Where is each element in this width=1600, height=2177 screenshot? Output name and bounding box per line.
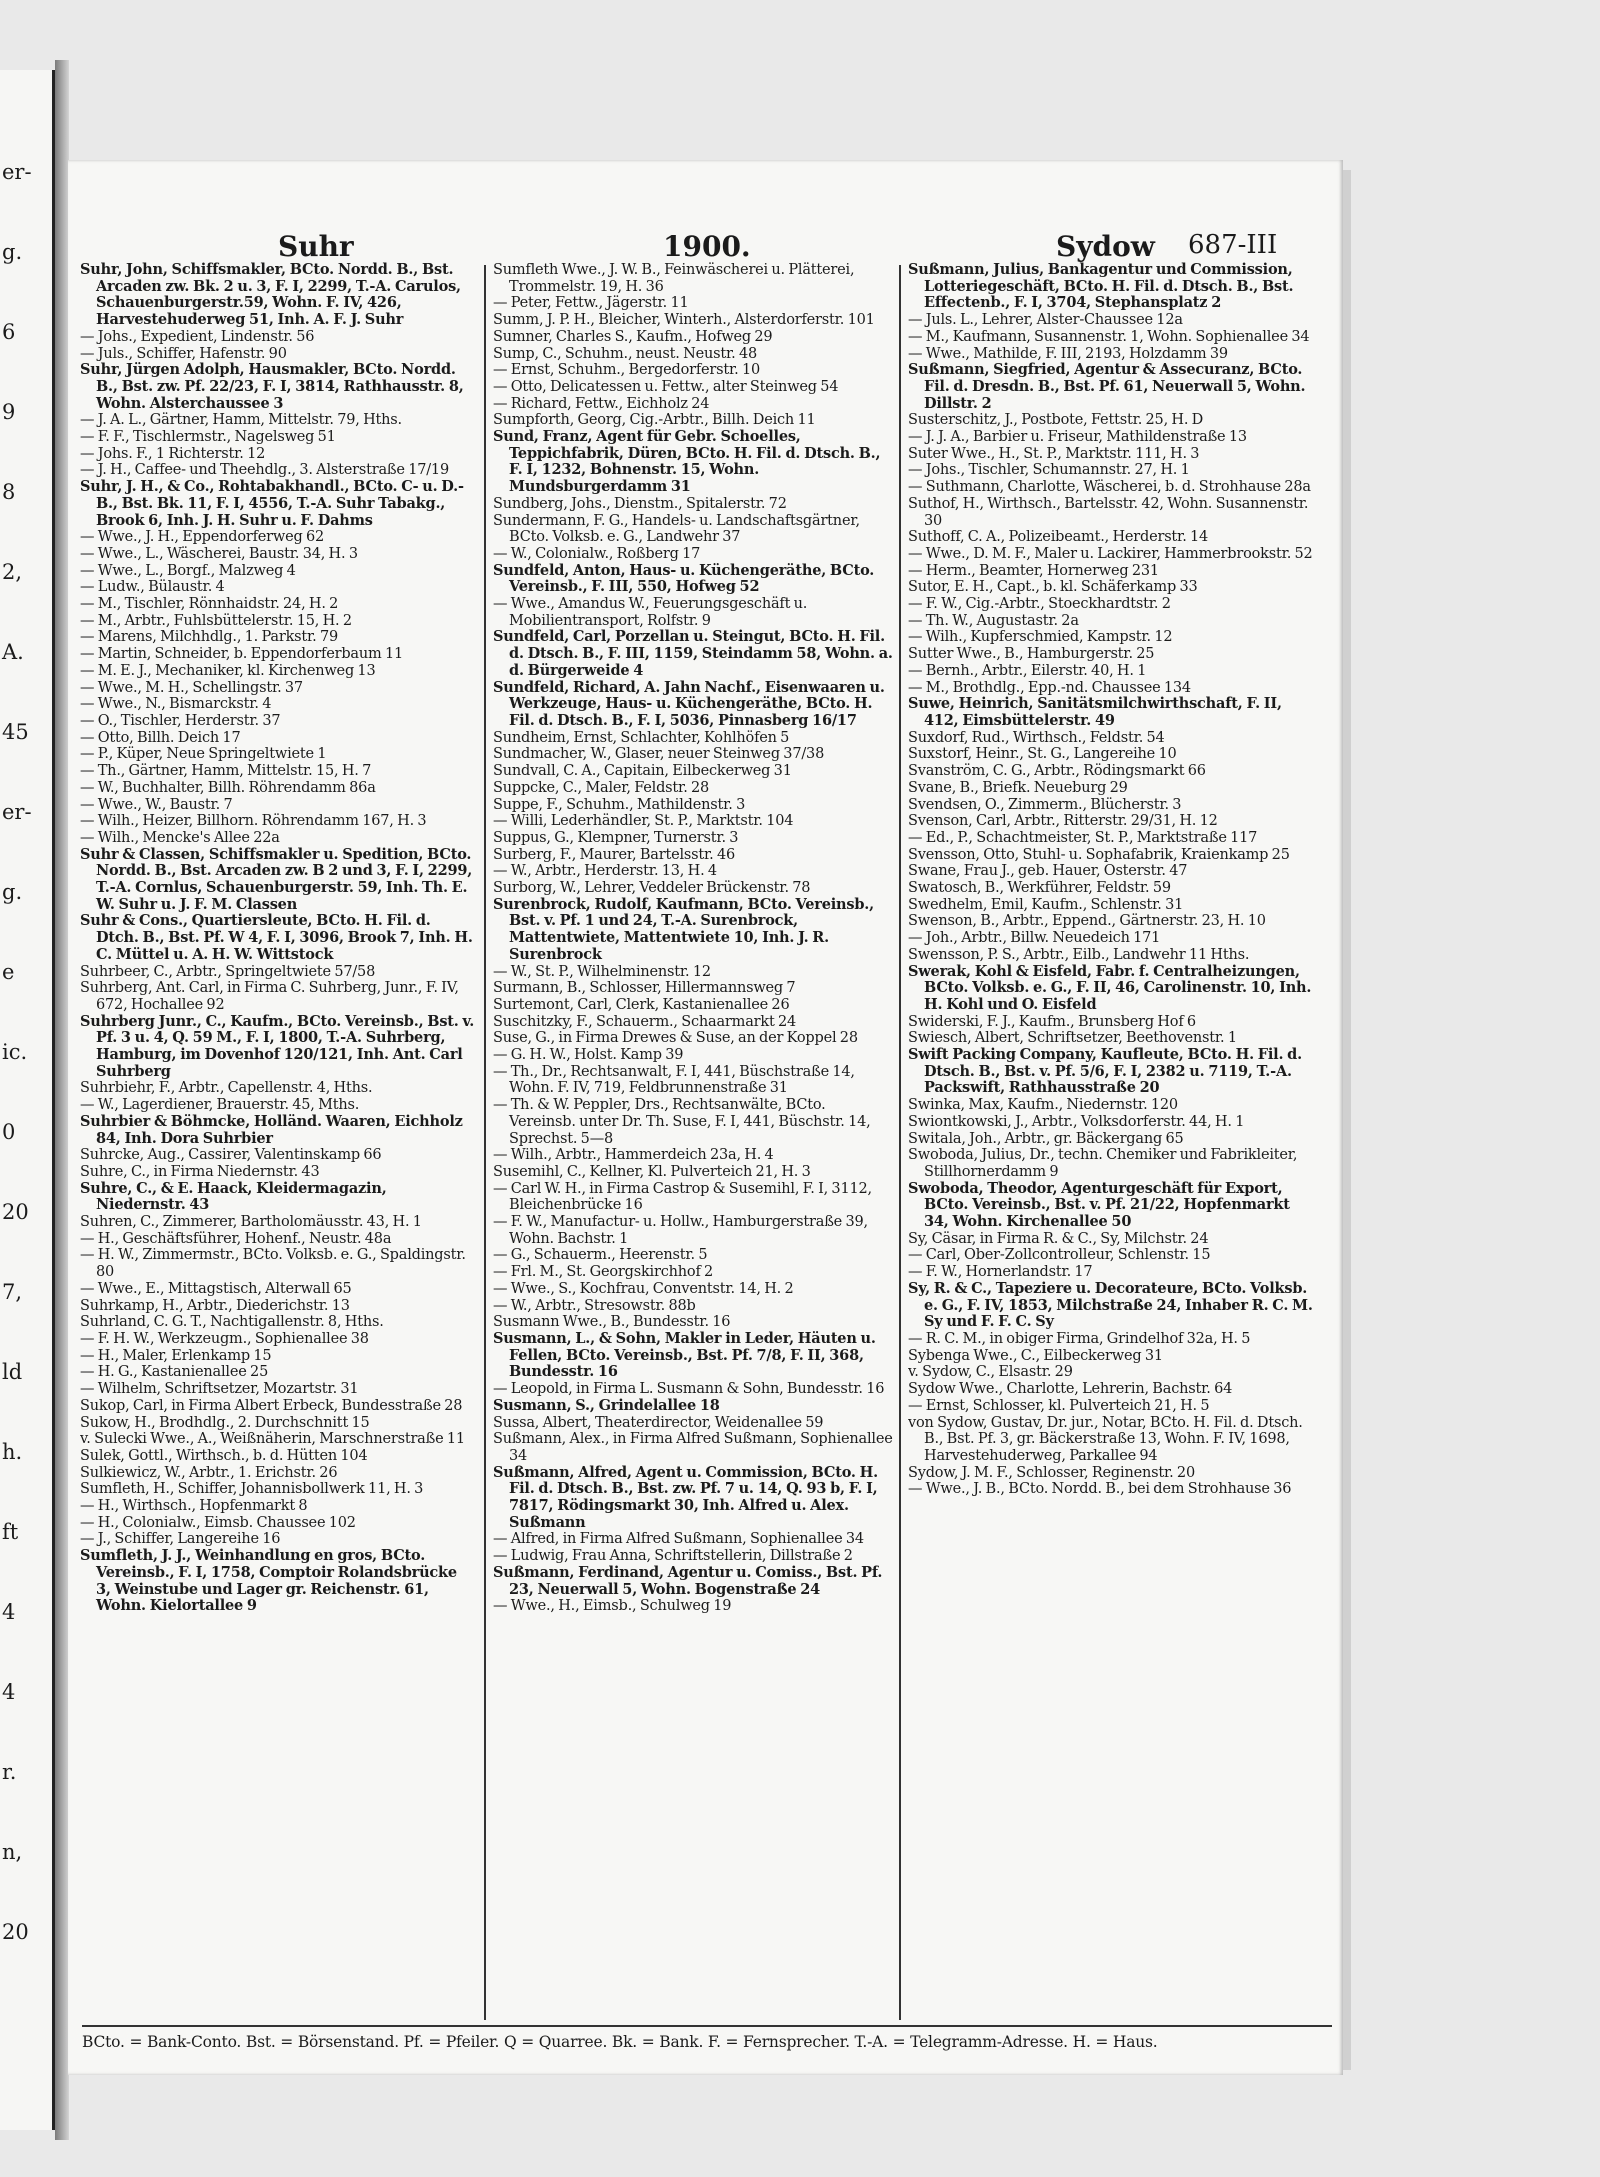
- directory-entry: Sukop, Carl, in Firma Albert Erbeck, Bundesstraße 28: [80, 1397, 463, 1414]
- directory-entry: — R. C. M., in obiger Firma, Grindelhof 32a, H. 5: [908, 1331, 1251, 1347]
- directory-entry: Sundmacher, W., Glaser, neuer Steinweg 37/38: [493, 746, 825, 763]
- directory-entry: — M., Kaufmann, Susannenstr. 1, Wohn. Sophienallee 34: [908, 328, 1310, 345]
- directory-entry: Suhrkamp, H., Arbtr., Diederichstr. 13: [80, 1297, 350, 1314]
- directory-entry: — M., Arbtr., Fuhlsbüttelerstr. 15, H. 2: [80, 612, 352, 629]
- directory-entry: Suhr, Jürgen Adolph, Hausmakler, BCto. Nordd. B., Bst. zw. Pf. 22/23, F. I, 3814, Rathhausstr. 8, Wohn. Alsterchaussee 3: [80, 361, 464, 412]
- previous-page-fragment: g.: [2, 880, 23, 904]
- directory-entry: Suhr, J. H., & Co., Rohtabakhandl., BCto. C- u. D.-B., Bst. Bk. 11, F. I, 4556, T.-A. Suhr Tabakg., Brook 6, Inh. J. H. Suhr u. F. Dahms: [80, 478, 464, 529]
- directory-entry: — Wilh., Arbtr., Hammerdeich 23a, H. 4: [493, 1147, 774, 1164]
- directory-entry: — Martin, Schneider, b. Eppendorferbaum 11: [80, 646, 403, 663]
- previous-page-fragment: r.: [2, 1760, 17, 1784]
- directory-entry: Sutor, E. H., Capt., b. kl. Schäferkamp 33: [908, 579, 1198, 596]
- directory-entry: Swoboda, Theodor, Agenturgeschäft für Export, BCto. Vereinsb., Bst. v. Pf. 21/22, Hopfenmarkt 34, Wohn. Kirchenallee 50: [908, 1179, 1290, 1231]
- directory-entry: Svensson, Otto, Stuhl- u. Sophafabrik, Kraienkamp 25: [908, 846, 1290, 863]
- directory-entry: — H., Wirthsch., Hopfenmarkt 8: [80, 1498, 308, 1515]
- directory-entry: — Johs., Tischler, Schumannstr. 27, H. 1: [908, 462, 1190, 479]
- previous-page-fragment: 6: [2, 320, 16, 344]
- directory-entry: — Carl, Ober-Zollcontrolleur, Schlenstr. 15: [908, 1247, 1211, 1264]
- directory-entry: Swoboda, Julius, Dr., techn. Chemiker und Fabrikleiter, Stillhornerdamm 9: [908, 1147, 1298, 1180]
- directory-entry: — J., Schiffer, Langereihe 16: [80, 1531, 281, 1548]
- directory-entry: — Th., Gärtner, Hamm, Mittelstr. 15, H. 7: [80, 763, 372, 780]
- directory-entry: — F. W., Manufactur- u. Hollw., Hamburgerstraße 39, Wohn. Bachstr. 1: [493, 1214, 868, 1247]
- directory-entry: Sumner, Charles S., Kaufm., Hofweg 29: [493, 328, 773, 345]
- previous-page-fragment: n,: [2, 1840, 23, 1864]
- directory-entry: Sußmann, Siegfried, Agentur & Assecuranz, BCto. Fil. d. Dresdn. B., Bst. Pf. 61, Neuerwall 5, Wohn. Dillstr. 2: [908, 361, 1306, 412]
- directory-entry: — Richard, Fettw., Eichholz 24: [493, 395, 710, 412]
- directory-entry: Suppe, F., Schuhm., Mathildenstr. 3: [493, 796, 746, 813]
- directory-entry: Suhren, C., Zimmerer, Bartholomäusstr. 43, H. 1: [80, 1214, 422, 1231]
- directory-entry: Sundfeld, Richard, A. Jahn Nachf., Eisenwaaren u. Werkzeuge, Haus- u. Küchengeräthe, BCto. H. Fil. d. Dtsch. B., F. I, 5036, Pinnasberg 16/17: [493, 678, 885, 729]
- directory-entry: Sußmann, Ferdinand, Agentur u. Comiss., Bst. Pf. 23, Neuerwall 5, Wohn. Bogenstraße 24: [493, 1563, 883, 1598]
- directory-entry: — Wwe., J. B., BCto. Nordd. B., bei dem Strohhause 36: [908, 1481, 1292, 1498]
- previous-page-fragment: ld: [2, 1360, 23, 1384]
- directory-entry: — H., Maler, Erlenkamp 15: [80, 1347, 272, 1364]
- directory-entry: Surenbrock, Rudolf, Kaufmann, BCto. Vereinsb., Bst. v. Pf. 1 und 24, T.-A. Surenbrock, Mattentwiete, Mattentwiete 10, Inh. J. R. Surenbrock: [493, 895, 874, 963]
- directory-entry: — Th. & W. Peppler, Drs., Rechtsanwälte, BCto. Vereinsb. unter Dr. Th. Suse, F. I, 441, Büschstr. 14, Sprechst. 5—8: [493, 1097, 871, 1147]
- directory-entry: Summ, J. P. H., Bleicher, Winterh., Alsterdorferstr. 101: [493, 312, 875, 329]
- directory-entry: — W., St. P., Wilhelminenstr. 12: [493, 963, 711, 980]
- directory-entry: Suhr & Classen, Schiffsmakler u. Spedition, BCto. Nordd. B., Bst. Arcaden zw. B 2 und 3, F. I, 2299, T.-A. Cornlus, Schauenburgerstr. 59, Inh. Th. E. W. Suhr u. J. F. M. Classen: [80, 845, 473, 913]
- directory-entry: — Herm., Beamter, Hornerweg 231: [908, 562, 1159, 579]
- directory-entry: — W., Lagerdiener, Brauerstr. 45, Mths.: [80, 1097, 360, 1114]
- directory-entry: — Wwe., E., Mittagstisch, Alterwall 65: [80, 1280, 352, 1297]
- header-year: 1900.: [663, 230, 751, 263]
- column-divider: [484, 265, 486, 2020]
- directory-page: [68, 160, 1343, 2075]
- directory-entry: Surmann, B., Schlosser, Hillermannsweg 7: [493, 980, 796, 997]
- directory-entry: Suhrbiehr, F., Arbtr., Capellenstr. 4, Hths.: [80, 1080, 373, 1097]
- directory-entry: Suter Wwe., H., St. P., Marktstr. 111, H. 3: [908, 445, 1200, 462]
- directory-entry: — Wilhelm, Schriftsetzer, Mozartstr. 31: [80, 1381, 359, 1398]
- directory-entry: Suhr, John, Schiffsmakler, BCto. Nordd. B., Bst. Arcaden zw. Bk. 2 u. 3, F. I, 2299, T.-A. Carulos, Schauenburgerstr.59, Wohn. F. IV, 426, Harvestehuderweg 51, Inh. A. F. J. Suhr: [80, 262, 461, 329]
- directory-entry: v. Sulecki Wwe., A., Weißnäherin, Marschnerstraße 11: [80, 1431, 465, 1448]
- directory-entry: Suthoff, C. A., Polizeibeamt., Herderstr. 14: [908, 529, 1209, 546]
- directory-entry: Sukow, H., Brodhdlg., 2. Durchschnitt 15: [80, 1414, 370, 1431]
- previous-page-fragment: 4: [2, 1600, 16, 1624]
- previous-page-fragment: 2,: [2, 560, 23, 584]
- directory-entry: — F. W., Hornerlandstr. 17: [908, 1264, 1093, 1281]
- book-gutter: [55, 60, 69, 2140]
- directory-entry: — G. H. W., Holst. Kamp 39: [493, 1047, 684, 1064]
- directory-entry: — H. G., Kastanienallee 25: [80, 1364, 269, 1381]
- directory-entry: Sußmann, Alex., in Firma Alfred Sußmann, Sophienallee 34: [493, 1431, 893, 1464]
- directory-entry: Sundfeld, Anton, Haus- u. Küchengeräthe, BCto. Vereinsb., F. III, 550, Hofweg 52: [493, 561, 875, 596]
- previous-page-fragment: 8: [2, 480, 16, 504]
- previous-page-fragment: g.: [2, 240, 23, 264]
- directory-entry: Sumfleth Wwe., J. W. B., Feinwäscherei u. Plätterei, Trommelstr. 19, H. 36: [493, 262, 855, 295]
- directory-entry: Svenson, Carl, Arbtr., Ritterstr. 29/31, H. 12: [908, 813, 1218, 830]
- directory-entry: — Wwe., Mathilde, F. III, 2193, Holzdamm 39: [908, 345, 1228, 362]
- previous-page-fragment: A.: [2, 640, 24, 664]
- directory-entry: Switala, Joh., Arbtr., gr. Bäckergang 65: [908, 1130, 1184, 1147]
- directory-entry: — H., Colonialw., Eimsb. Chaussee 102: [80, 1514, 356, 1531]
- directory-entry: — Wilh., Mencke's Allee 22a: [80, 829, 280, 846]
- directory-entry: — F. F., Tischlermstr., Nagelsweg 51: [80, 429, 336, 446]
- directory-entry: — M., Brothdlg., Epp.-nd. Chaussee 134: [908, 679, 1191, 696]
- directory-entry: — Wwe., L., Borgf., Malzweg 4: [80, 562, 296, 579]
- directory-entry: — Ernst, Schuhm., Bergedorferstr. 10: [493, 362, 761, 379]
- directory-entry: — F. W., Cig.-Arbtr., Stoeckhardtstr. 2: [908, 596, 1171, 613]
- directory-entry: Swane, Frau J., geb. Hauer, Osterstr. 47: [908, 863, 1188, 880]
- directory-entry: — Joh., Arbtr., Billw. Neuedeich 171: [908, 930, 1161, 947]
- directory-entry: Suppcke, C., Maler, Feldstr. 28: [493, 779, 710, 796]
- previous-page-fragment: 0: [2, 1120, 16, 1144]
- directory-entry: Suhrberg, Ant. Carl, in Firma C. Suhrberg, Junr., F. IV, 672, Hochallee 92: [80, 980, 459, 1013]
- directory-entry: Susmann, L., & Sohn, Makler in Leder, Häuten u. Fellen, BCto. Vereinsb., Bst. Pf. 7/8, F. II, 368, Bundesstr. 16: [493, 1330, 876, 1381]
- previous-page-fragment: ic.: [2, 1040, 28, 1064]
- directory-entry: — J. A. L., Gärtner, Hamm, Mittelstr. 79, Hths.: [80, 412, 402, 429]
- directory-entry: Suhrbier & Böhmcke, Holländ. Waaren, Eichholz 84, Inh. Dora Suhrbier: [80, 1112, 463, 1147]
- directory-entry: Swiontkowski, J., Arbtr., Volksdorferstr. 44, H. 1: [908, 1113, 1245, 1130]
- directory-entry: — J. J. A., Barbier u. Friseur, Mathildenstraße 13: [908, 429, 1247, 446]
- directory-entry: — H. W., Zimmermstr., BCto. Volksb. e. G., Spaldingstr. 80: [80, 1247, 466, 1281]
- directory-entry: Sundfeld, Carl, Porzellan u. Steingut, BCto. H. Fil. d. Dtsch. B., F. III, 1159, Steindamm 58, Wohn. a. d. Bürgerweide 4: [493, 628, 893, 679]
- directory-entry: Surtemont, Carl, Clerk, Kastanienallee 26: [493, 996, 790, 1013]
- column-divider: [899, 265, 901, 2020]
- directory-entry: — Suthmann, Charlotte, Wäscherei, b. d. Strohhause 28a: [908, 479, 1311, 496]
- directory-entry: Sy, Cäsar, in Firma R. & C., Sy, Milchstr. 24: [908, 1230, 1209, 1247]
- header-left-keyword: Suhr: [278, 230, 354, 263]
- directory-entry: — Wwe., S., Kochfrau, Conventstr. 14, H. 2: [493, 1280, 794, 1297]
- directory-entry: Swatosch, B., Werkführer, Feldstr. 59: [908, 880, 1171, 897]
- directory-entry: — Marens, Milchhdlg., 1. Parkstr. 79: [80, 629, 339, 646]
- directory-entry: Sumpforth, Georg, Cig.-Arbtr., Billh. Deich 11: [493, 412, 816, 429]
- directory-entry: Swiderski, F. J., Kaufm., Brunsberg Hof 6: [908, 1013, 1196, 1030]
- directory-entry: — Ernst, Schlosser, kl. Pulverteich 21, H. 5: [908, 1397, 1210, 1414]
- directory-entry: Suse, G., in Firma Drewes & Suse, an der Koppel 28: [493, 1030, 858, 1047]
- directory-entry: Surberg, F., Maurer, Bartelsstr. 46: [493, 846, 736, 863]
- directory-entry: — Juls. L., Lehrer, Alster-Chaussee 12a: [908, 312, 1183, 329]
- directory-entry: — Wwe., W., Baustr. 7: [80, 796, 233, 813]
- column-2: [493, 262, 893, 2022]
- directory-entry: — Wwe., H., Eimsb., Schulweg 19: [493, 1598, 732, 1615]
- directory-entry: — Frl. M., St. Georgskirchhof 2: [493, 1264, 714, 1281]
- directory-entry: Swerak, Kohl & Eisfeld, Fabr. f. Centralheizungen, BCto. Volksb. e. G., F. II, 46, Carolinenstr. 10, Inh. H. Kohl und O. Eisfeld: [908, 962, 1312, 1013]
- directory-entry: Swift Packing Company, Kaufleute, BCto. H. Fil. d. Dtsch. B., Bst. v. Pf. 5/6, F. I, 2382 u. 7119, T.-A. Packswift, Rathhausstraße 20: [908, 1046, 1302, 1097]
- directory-entry: Susmann Wwe., B., Bundesstr. 16: [493, 1314, 731, 1331]
- directory-entry: Swensson, P. S., Arbtr., Eilb., Landwehr 11 Hths.: [908, 946, 1250, 963]
- directory-entry: Svanström, C. G., Arbtr., Rödingsmarkt 66: [908, 763, 1206, 780]
- directory-entry: Sulek, Gottl., Wirthsch., b. d. Hütten 104: [80, 1447, 368, 1464]
- directory-entry: Suhre, C., in Firma Niedernstr. 43: [80, 1163, 320, 1180]
- abbreviation-legend: BCto. = Bank-Conto. Bst. = Börsenstand. Pf. = Pfeiler. Q = Quarree. Bk. = Bank. F. = Fernsprecher. T.-A. = Telegramm-Adresse. H. = Haus.: [82, 2025, 1332, 2051]
- directory-entry: Suhrbeer, C., Arbtr., Springeltwiete 57/58: [80, 963, 376, 980]
- directory-entry: — J. H., Caffee- und Theehdlg., 3. Alsterstraße 17/19: [80, 462, 449, 479]
- directory-entry: — Wwe., N., Bismarckstr. 4: [80, 696, 272, 713]
- previous-page-fragment: 45: [2, 720, 29, 744]
- directory-entry: — Ed., P., Schachtmeister, St. P., Marktstraße 117: [908, 829, 1258, 846]
- previous-page-fragment: er-: [2, 800, 32, 824]
- directory-entry: — Bernh., Arbtr., Eilerstr. 40, H. 1: [908, 662, 1147, 679]
- directory-entry: Sydow Wwe., Charlotte, Lehrerin, Bachstr. 64: [908, 1381, 1233, 1398]
- directory-entry: Swedhelm, Emil, Kaufm., Schlenstr. 31: [908, 896, 1184, 913]
- directory-entry: Suhrland, C. G. T., Nachtigallenstr. 8, Hths.: [80, 1314, 384, 1331]
- directory-entry: Sußmann, Julius, Bankagentur und Commission, Lotteriegeschäft, BCto. H. Fil. d. Dtsch. B., Bst. Effectenb., F. I, 3704, Stephansplatz 2: [908, 262, 1294, 312]
- directory-entry: — Wwe., M. H., Schellingstr. 37: [80, 679, 303, 696]
- page-number: 687-III: [1188, 230, 1278, 260]
- directory-entry: Sumfleth, H., Schiffer, Johannisbollwerk 11, H. 3: [80, 1481, 424, 1498]
- directory-entry: Sundberg, Johs., Dienstm., Spitalerstr. 72: [493, 495, 787, 512]
- directory-entry: — O., Tischler, Herderstr. 37: [80, 712, 281, 729]
- previous-page-fragment: h.: [2, 1440, 23, 1464]
- directory-entry: Suhre, C., & E. Haack, Kleidermagazin, Niedernstr. 43: [80, 1179, 387, 1214]
- directory-entry: Sybenga Wwe., C., Eilbeckerweg 31: [908, 1347, 1163, 1364]
- directory-entry: — F. H. W., Werkzeugm., Sophienallee 38: [80, 1331, 369, 1347]
- previous-page-fragment: 9: [2, 400, 16, 424]
- directory-entry: — H., Geschäftsführer, Hohenf., Neustr. 48a: [80, 1230, 392, 1247]
- directory-entry: Suhrcke, Aug., Cassirer, Valentinskamp 66: [80, 1147, 382, 1164]
- directory-entry: v. Sydow, C., Elsastr. 29: [908, 1364, 1073, 1381]
- directory-entry: — Otto, Delicatessen u. Fettw., alter Steinweg 54: [493, 378, 839, 395]
- directory-entry: Susterschitz, J., Postbote, Fettstr. 25, H. D: [908, 412, 1204, 429]
- directory-entry: — Th., Dr., Rechtsanwalt, F. I, 441, Büschstraße 14, Wohn. F. IV, 719, Feldbrunnenstraße 31: [493, 1063, 855, 1097]
- previous-page-fragment: 20: [2, 1200, 29, 1224]
- column-3: [908, 262, 1318, 2022]
- directory-entry: Suwe, Heinrich, Sanitätsmilchwirthschaft, F. II, 412, Eimsbüttelerstr. 49: [908, 695, 1282, 729]
- previous-page-fragment: 7,: [2, 1280, 23, 1304]
- directory-entry: Sydow, J. M. F., Schlosser, Reginenstr. 20: [908, 1464, 1195, 1481]
- directory-entry: — M., Tischler, Rönnhaidstr. 24, H. 2: [80, 596, 339, 613]
- directory-entry: — Wilh., Heizer, Billhorn. Röhrendamm 167, H. 3: [80, 813, 427, 830]
- directory-entry: — Johs., Expedient, Lindenstr. 56: [80, 328, 315, 345]
- directory-entry: Swinka, Max, Kaufm., Niedernstr. 120: [908, 1097, 1178, 1114]
- directory-entry: Suxdorf, Rud., Wirthsch., Feldstr. 54: [908, 729, 1165, 746]
- directory-entry: — W., Arbtr., Herderstr. 13, H. 4: [493, 863, 717, 880]
- page-edge-shadow: [1343, 170, 1351, 2070]
- directory-entry: — Wwe., L., Wäscherei, Baustr. 34, H. 3: [80, 545, 358, 562]
- directory-entry: — W., Buchhalter, Billh. Röhrendamm 86a: [80, 779, 376, 796]
- directory-entry: — Johs. F., 1 Richterstr. 12: [80, 445, 266, 462]
- directory-entry: — Juls., Schiffer, Hafenstr. 90: [80, 345, 287, 362]
- directory-entry: Sundermann, F. G., Handels- u. Landschaftsgärtner, BCto. Volksb. e. G., Landwehr 37: [493, 512, 860, 546]
- directory-entry: Suschitzky, F., Schauerm., Schaarmarkt 24: [493, 1013, 797, 1030]
- directory-entry: — W., Arbtr., Stresowstr. 88b: [493, 1297, 696, 1314]
- directory-entry: Suxstorf, Heinr., St. G., Langereihe 10: [908, 746, 1177, 763]
- directory-entry: — Otto, Billh. Deich 17: [80, 729, 241, 746]
- previous-page-fragment: e: [2, 960, 15, 984]
- directory-entry: Swiesch, Albert, Schriftsetzer, Beethovenstr. 1: [908, 1030, 1237, 1047]
- directory-entry: Sulkiewicz, W., Arbtr., 1. Erichstr. 26: [80, 1464, 338, 1481]
- directory-entry: Sutter Wwe., B., Hamburgerstr. 25: [908, 646, 1155, 663]
- directory-entry: Svane, B., Briefk. Neueburg 29: [908, 779, 1128, 796]
- directory-entry: — Th. W., Augustastr. 2a: [908, 612, 1079, 629]
- directory-entry: Sump, C., Schuhm., neust. Neustr. 48: [493, 345, 758, 362]
- directory-entry: Surborg, W., Lehrer, Veddeler Brückenstr. 78: [493, 880, 811, 897]
- directory-entry: Sundvall, C. A., Capitain, Eilbeckerweg 31: [493, 763, 792, 780]
- directory-entry: Svendsen, O., Zimmerm., Blücherstr. 3: [908, 796, 1182, 813]
- directory-entry: Suthof, H., Wirthsch., Bartelsstr. 42, Wohn. Susannenstr. 30: [908, 495, 1309, 529]
- directory-entry: — W., Colonialw., Roßberg 17: [493, 545, 701, 562]
- directory-entry: Suhr & Cons., Quartiersleute, BCto. H. Fil. d. Dtch. B., Bst. Pf. W 4, F. I, 3096, Brook 7, Inh. H. C. Müttel u. A. H. W. Wittstock: [80, 912, 473, 963]
- directory-entry: Sußmann, Alfred, Agent u. Commission, BCto. H. Fil. d. Dtsch. B., Bst. zw. Pf. 7 u. 14, Q. 93 b, F. I, 7817, Rödingsmarkt 30, Inh. Alfred u. Alex. Sußmann: [493, 1463, 878, 1531]
- previous-page-fragment: 4: [2, 1680, 16, 1704]
- directory-entry: Sy, R. & C., Tapeziere u. Decorateure, BCto. Volksb. e. G., F. IV, 1853, Milchstraße 24, Inhaber R. C. M. Sy und F. F. C. Sy: [908, 1279, 1313, 1331]
- column-1: [80, 262, 475, 2022]
- directory-entry: Sumfleth, J. J., Weinhandlung en gros, BCto. Vereinsb., F. I, 1758, Comptoir Rolandsbrücke 3, Weinstube und Lager gr. Reichenstr. 61, Wohn. Kielortallee 9: [80, 1547, 457, 1615]
- previous-page-fragment: er-: [2, 160, 32, 184]
- directory-entry: Swenson, B., Arbtr., Eppend., Gärtnerstr. 23, H. 10: [908, 913, 1266, 930]
- directory-entry: — Wwe., Amandus W., Feuerungsgeschäft u. Mobilientransport, Rolfstr. 9: [493, 596, 808, 629]
- directory-entry: Sundheim, Ernst, Schlachter, Kohlhöfen 5: [493, 729, 790, 746]
- directory-entry: — Leopold, in Firma L. Susmann & Sohn, Bundesstr. 16: [493, 1381, 885, 1398]
- directory-entry: — Ludw., Bülaustr. 4: [80, 579, 225, 596]
- previous-page-edge: [0, 70, 55, 2130]
- directory-entry: Suppus, G., Klempner, Turnerstr. 3: [493, 829, 739, 846]
- previous-page-fragment: 20: [2, 1920, 29, 1944]
- directory-entry: — Wwe., D. M. F., Maler u. Lackirer, Hammerbrookstr. 52: [908, 545, 1313, 562]
- header-right-keyword: Sydow: [1056, 230, 1155, 263]
- directory-entry: — G., Schauerm., Heerenstr. 5: [493, 1247, 708, 1264]
- directory-entry: Suhrberg Junr., C., Kaufm., BCto. Vereinsb., Bst. v. Pf. 3 u. 4, Q. 59 M., F. I, 1800, T.-A. Suhrberg, Hamburg, im Dovenhof 120/121, Inh. Ant. Carl Suhrberg: [80, 1012, 475, 1080]
- directory-entry: Susemihl, C., Kellner, Kl. Pulverteich 21, H. 3: [493, 1163, 811, 1180]
- directory-entry: — M. E. J., Mechaniker, kl. Kirchenweg 13: [80, 662, 376, 679]
- directory-entry: — Peter, Fettw., Jägerstr. 11: [493, 295, 689, 312]
- directory-entry: von Sydow, Gustav, Dr. jur., Notar, BCto. H. Fil. d. Dtsch. B., Bst. Pf. 3, gr. Bäckerstraße 13, Wohn. F. IV, 1698, Harvestehuderweg, Parkallee 94: [908, 1414, 1303, 1464]
- directory-entry: — Carl W. H., in Firma Castrop & Susemihl, F. I, 3112, Bleichenbrücke 16: [493, 1180, 872, 1214]
- directory-entry: — Willi, Lederhändler, St. P., Marktstr. 104: [493, 813, 794, 830]
- directory-entry: Sund, Franz, Agent für Gebr. Schoelles, Teppichfabrik, Düren, BCto. H. Fil. d. Dtsch. B., F. I, 1232, Bohnenstr. 15, Wohn. Mundsburgerdamm 31: [493, 428, 881, 496]
- directory-entry: Susmann, S., Grindelallee 18: [493, 1396, 720, 1414]
- directory-entry: — P., Küper, Neue Springeltwiete 1: [80, 746, 327, 763]
- directory-entry: — Ludwig, Frau Anna, Schriftstellerin, Dillstraße 2: [493, 1548, 853, 1565]
- directory-entry: — Wilh., Kupferschmied, Kampstr. 12: [908, 629, 1173, 646]
- directory-entry: Sussa, Albert, Theaterdirector, Weidenallee 59: [493, 1414, 824, 1431]
- previous-page-fragment: ft: [2, 1520, 19, 1544]
- directory-entry: — Alfred, in Firma Alfred Sußmann, Sophienallee 34: [493, 1531, 864, 1548]
- directory-entry: — Wwe., J. H., Eppendorferweg 62: [80, 529, 325, 546]
